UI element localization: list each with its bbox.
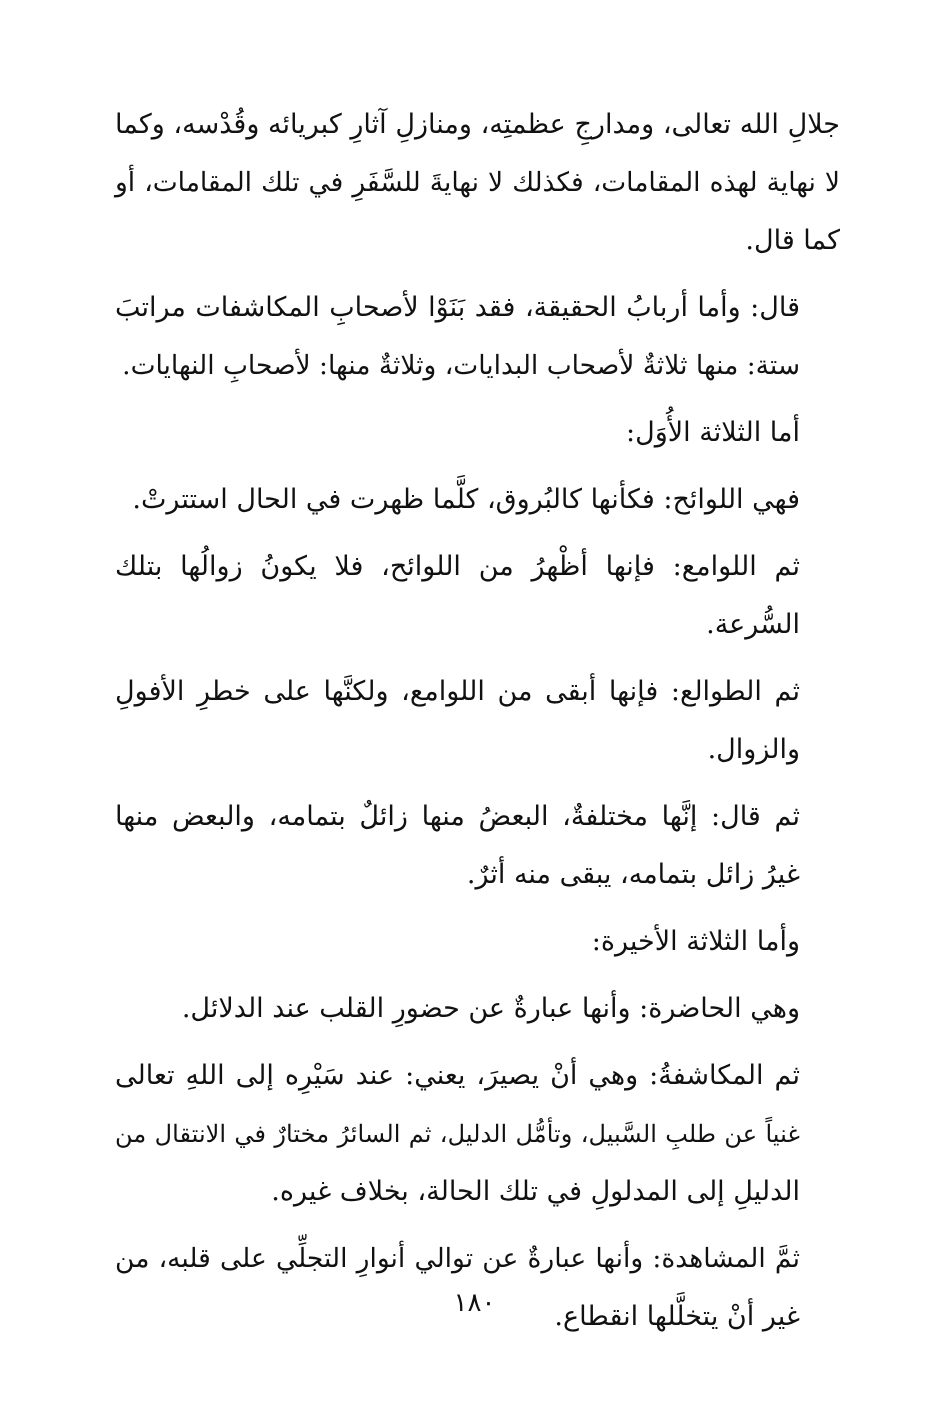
paragraph <box>115 404 840 462</box>
paragraph <box>115 471 840 529</box>
paragraph <box>115 663 840 779</box>
text-line: ثمَّ المشاهدة: وأنها عبارةٌ عن توالي أنوارِ التجلِّي على قلبه، من <box>115 1243 800 1274</box>
text-line: ثم المكاشفةُ: وهي أنْ يصيرَ، يعني: عند سَيْرِه إلى اللهِ تعالى <box>115 1060 800 1091</box>
text-line: أما الثلاثة الأُوَل: <box>626 417 800 448</box>
text-line: السُّرعة. <box>706 609 800 640</box>
paragraph <box>115 279 840 395</box>
paragraph <box>115 96 840 270</box>
text-line: والزوال. <box>707 734 800 765</box>
text-line: فهي اللوائح: فكأنها كالبُروق، كلَّما ظهرت في الحال استترتْ. <box>132 484 800 515</box>
text-line: غنياً عن طلبِ السَّبيل، وتأمُّل الدليل، ثم السائرُ مختارٌ في الانتقال من <box>115 1120 800 1148</box>
text-line: لا نهاية لهذه المقامات، فكذلك لا نهايةَ للسَّفَرِ في تلك المقامات، أو <box>115 167 840 198</box>
page-body-text <box>115 96 840 1355</box>
text-line: غير أنْ يتخلَّلها انقطاع. <box>554 1301 800 1332</box>
text-line: الدليلِ إلى المدلولِ في تلك الحالة، بخلاف غيره. <box>271 1176 800 1207</box>
page-number: ١٨٠ <box>453 1288 496 1318</box>
text-line: وأما الثلاثة الأخيرة: <box>591 926 800 957</box>
text-line: قال: وأما أربابُ الحقيقة، فقد بَنَوْا لأصحابِ المكاشفات مراتبَ <box>115 292 800 323</box>
text-line: ثم الطوالع: فإنها أبقى من اللوامع، ولكنَّها على خطرِ الأفولِ <box>115 676 800 707</box>
paragraph <box>115 980 840 1038</box>
text-line: ثم قال: إنَّها مختلفةٌ، البعضُ منها زائلٌ بتمامه، والبعض منها <box>115 801 800 832</box>
paragraph <box>115 913 840 971</box>
text-line: ستة: منها ثلاثةٌ لأصحاب البدايات، وثلاثةٌ منها: لأصحابِ النهايات. <box>122 350 800 381</box>
text-line: وهي الحاضرة: وأنها عبارةٌ عن حضورِ القلب عند الدلائل. <box>181 993 800 1024</box>
text-line: كما قال. <box>745 225 840 256</box>
paragraph <box>115 1047 840 1221</box>
text-line: ثم اللوامع: فإنها أظْهرُ من اللوائح، فلا يكونُ زوالُها بتلك <box>115 551 800 582</box>
paragraph <box>115 538 840 654</box>
text-line: جلالِ الله تعالى، ومدارجِ عظمتِه، ومنازلِ آثارِ كبريائه وقُدْسه، وكما <box>115 109 840 140</box>
paragraph <box>115 788 840 904</box>
text-line: غيرُ زائل بتمامه، يبقى منه أثرٌ. <box>466 859 800 890</box>
